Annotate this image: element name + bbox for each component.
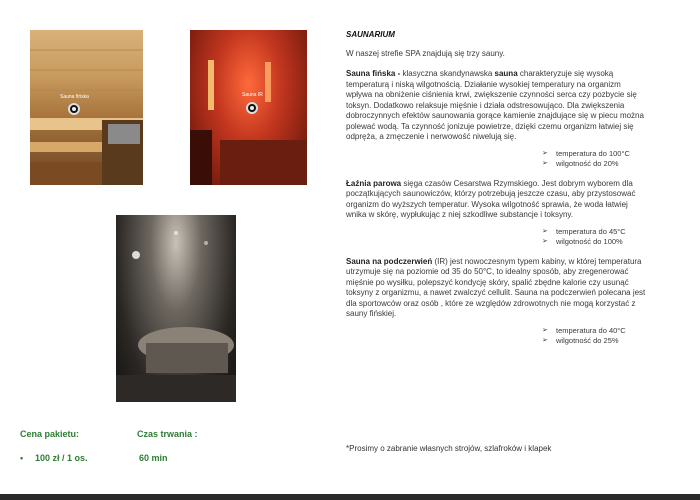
section-highlight: sauna (494, 69, 518, 78)
section-steam-bath (346, 179, 646, 221)
steam-bath-illustration (116, 215, 236, 402)
section-text: sięga czasów Cesarstwa Rzymskiego. Jest dobrym wyborem dla początkujących saunowiczów, którzy potrzebują jeszcze czasu, aby przystosować organizm do wyższych temperatur. Wysoka wilgotność sprawia, że woda łatwiej wnika w skórę, wypłukując z niej szkodliwe substancje i toksyny. (346, 178, 636, 219)
bottom-border (0, 494, 700, 500)
section-infrared-sauna (346, 257, 646, 320)
finnish-sauna-label: Sauna fińska (60, 94, 89, 100)
infrared-sauna-specs (346, 326, 646, 346)
finnish-sauna-specs (346, 149, 646, 169)
section-finnish-sauna (346, 69, 646, 143)
section-name: Sauna na podczerwień (346, 256, 433, 266)
spec-item: ➢ wilgotność do 20% (542, 159, 646, 169)
duration-value: 60 min (139, 453, 168, 463)
spec-item: ➢ temperatura do 40°C (542, 326, 646, 336)
price-label: Cena pakietu: (20, 429, 80, 439)
duration-label: Czas trwania : (137, 429, 198, 439)
section-text: klasyczna skandynawska (400, 69, 495, 78)
steam-bath-specs (346, 227, 646, 247)
finnish-sauna-photo (30, 30, 143, 185)
section-name: Łaźnia parowa (346, 178, 402, 188)
price-value-row (20, 453, 88, 463)
section-text: charakteryzuje się wysoką temperaturą i niską wilgotnością. Działanie wysokiej temperatury na organizm wpływa na obniżenie ciśnienia krwi, zwiększenie czynności serca czy pozbycie się toksyn. Dodatkowo relaksuje mięśnie i działa odstresowująco. Dla zwiększenia dobroczynnych efektów saunowania gorące kamienie znajdujące się w piecu można polewać wodą. Ta czynność jonizuje powietrze, dzięki czemu organizm łatwiej się odpręża, a zmęczenie i nerwowość niwelują się. (346, 69, 644, 141)
footnote: *Prosimy o zabranie własnych strojów, szlafroków i klapek (346, 444, 552, 453)
spec-item: ➢ temperatura do 100°C (542, 149, 646, 159)
intro-text: W naszej strefie SPA znajdują się trzy sauny. (346, 48, 505, 58)
steam-bath-photo (116, 215, 236, 402)
page-title: SAUNARIUM (346, 30, 395, 39)
bullet-icon: • (20, 453, 24, 463)
finnish-sauna-illustration (30, 30, 143, 185)
spec-item: ➢ wilgotność do 25% (542, 336, 646, 346)
saunarium-description (346, 30, 646, 346)
spec-item: ➢ temperatura do 45°C (542, 227, 646, 237)
spec-item: ➢ wilgotność do 100% (542, 237, 646, 247)
photo-marker-icon (246, 102, 258, 114)
infrared-sauna-photo (190, 30, 307, 185)
photo-marker-icon (68, 103, 80, 115)
section-text: (IR) jest nowoczesnym typem kabiny, w której temperatura utrzymuje się na poziomie od 35 do 50°C, to idealny sposób, aby zregenerować mięśnie po wysiłku, polepszyć kondycję skóry, spalić zbędne kalorie czy usunąć toksyny z organizmu, a nawet zwalczyć cellulit. Sauna na podczerwień polecana jest dla sportowców oraz osób , które ze względów zdrowotnych nie mogą korzystać z sauny fińskiej. (346, 256, 646, 318)
price-value: 100 zł / 1 os. (35, 453, 88, 463)
section-name: Sauna fińska - (346, 69, 401, 78)
infrared-sauna-label: Sauna IR (242, 92, 263, 98)
